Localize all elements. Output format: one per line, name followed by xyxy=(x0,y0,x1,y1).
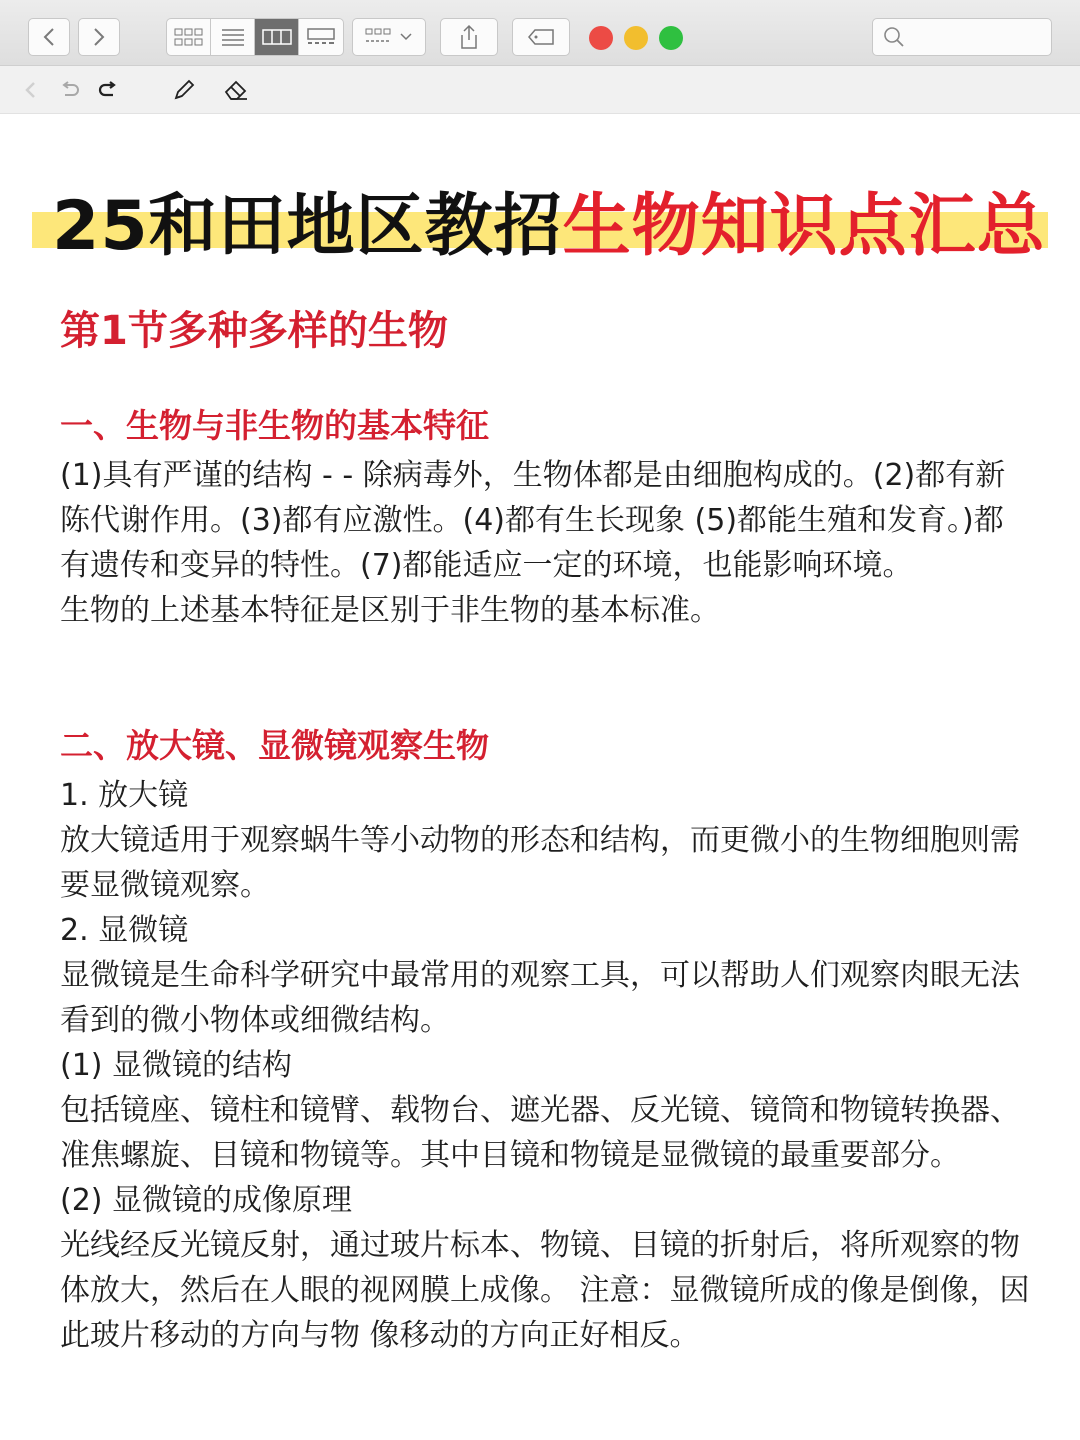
tag-icon xyxy=(527,28,555,46)
part1-heading: 一、生物与非生物的基本特征 xyxy=(60,406,489,445)
grid-icon xyxy=(174,28,204,46)
part1-summary: 生物的上述基本特征是区别于非生物的基本标准。 xyxy=(60,593,720,628)
group-grid-icon xyxy=(365,28,393,46)
sub1-text: 包括镜座、镜柱和镜臂、载物台、遮光器、反光镜、镜筒和物镜转换器、准焦螺旋、目镜和物镜等。其中目镜和物镜是显微镜的最重要部分。 xyxy=(60,1093,1020,1173)
search-icon xyxy=(883,26,905,48)
part1-paragraph: (1)具有严谨的结构 - - 除病毒外，生物体都是由细胞构成的。(2)都有新陈代谢作用。(3)都有应激性。(4)都有生长现象 (5)都能生殖和发育。)都有遗传和变异的特性。(7)都能适应一定的环境，也能影响环境。 xyxy=(60,458,1006,583)
chevron-down-icon xyxy=(399,32,413,42)
tag-button[interactable] xyxy=(512,18,570,56)
columns-icon xyxy=(262,28,292,46)
group-by-dropdown[interactable] xyxy=(352,18,426,56)
list-icon xyxy=(221,28,245,46)
part2-heading: 二、放大镜、显微镜观察生物 xyxy=(60,726,489,765)
title-red-part: 生物知识点汇总 xyxy=(562,187,1046,266)
eraser-tool-button[interactable] xyxy=(222,76,250,104)
pencil-icon xyxy=(172,78,196,102)
share-button[interactable] xyxy=(440,18,498,56)
list-view-button[interactable] xyxy=(211,19,255,55)
sub2-text: 光线经反光镜反射，通过玻片标本、物镜、目镜的折射后，将所观察的物体放大，然后在人眼的视网膜上成像。 注意：显微镜所成的像是倒像，因此玻片移动的方向与物 像移动的方向正好相反。 xyxy=(60,1228,1030,1353)
item1-text: 放大镜适用于观察蜗牛等小动物的形态和结构，而更微小的生物细胞则需要显微镜观察。 xyxy=(60,823,1020,903)
column-view-button[interactable] xyxy=(255,19,299,55)
title-text xyxy=(52,172,1046,269)
search-input[interactable] xyxy=(913,28,1043,47)
item2-text: 显微镜是生命科学研究中最常用的观察工具，可以帮助人们观察肉眼无法看到的微小物体或细微结构。 xyxy=(60,958,1020,1038)
gallery-icon xyxy=(306,28,336,46)
section-title: 第1节多种多样的生物 xyxy=(60,308,448,354)
document-title xyxy=(32,172,1048,266)
chevron-right-icon xyxy=(92,27,106,47)
view-mode-group xyxy=(166,18,344,56)
item1-label: 1. 放大镜 xyxy=(60,778,189,813)
chevron-left-icon xyxy=(42,27,56,47)
undo-button[interactable] xyxy=(56,76,84,104)
item2-label: 2. 显微镜 xyxy=(60,913,189,948)
forward-button[interactable] xyxy=(78,18,120,56)
back-button[interactable] xyxy=(28,18,70,56)
gallery-view-button[interactable] xyxy=(299,19,343,55)
search-box[interactable] xyxy=(872,18,1052,56)
share-icon xyxy=(458,24,480,50)
collapse-button[interactable] xyxy=(16,76,44,104)
edit-bar xyxy=(0,66,1080,114)
close-window-button[interactable] xyxy=(589,26,613,50)
grid-view-button[interactable] xyxy=(167,19,211,55)
sub1-label: (1) 显微镜的结构 xyxy=(60,1048,293,1083)
undo-icon xyxy=(59,81,81,99)
redo-icon xyxy=(97,81,119,99)
window-toolbar xyxy=(0,0,1080,66)
pencil-tool-button[interactable] xyxy=(170,76,198,104)
redo-button[interactable] xyxy=(94,76,122,104)
minimize-window-button[interactable] xyxy=(624,26,648,50)
part1-block xyxy=(60,399,1030,633)
sub2-label: (2) 显微镜的成像原理 xyxy=(60,1183,353,1218)
chevron-left-icon xyxy=(23,80,37,100)
part2-block xyxy=(60,719,1030,1358)
title-black-part: 25和田地区教招 xyxy=(52,187,563,266)
eraser-icon xyxy=(223,78,249,102)
zoom-window-button[interactable] xyxy=(659,26,683,50)
document-page xyxy=(0,114,1080,1440)
